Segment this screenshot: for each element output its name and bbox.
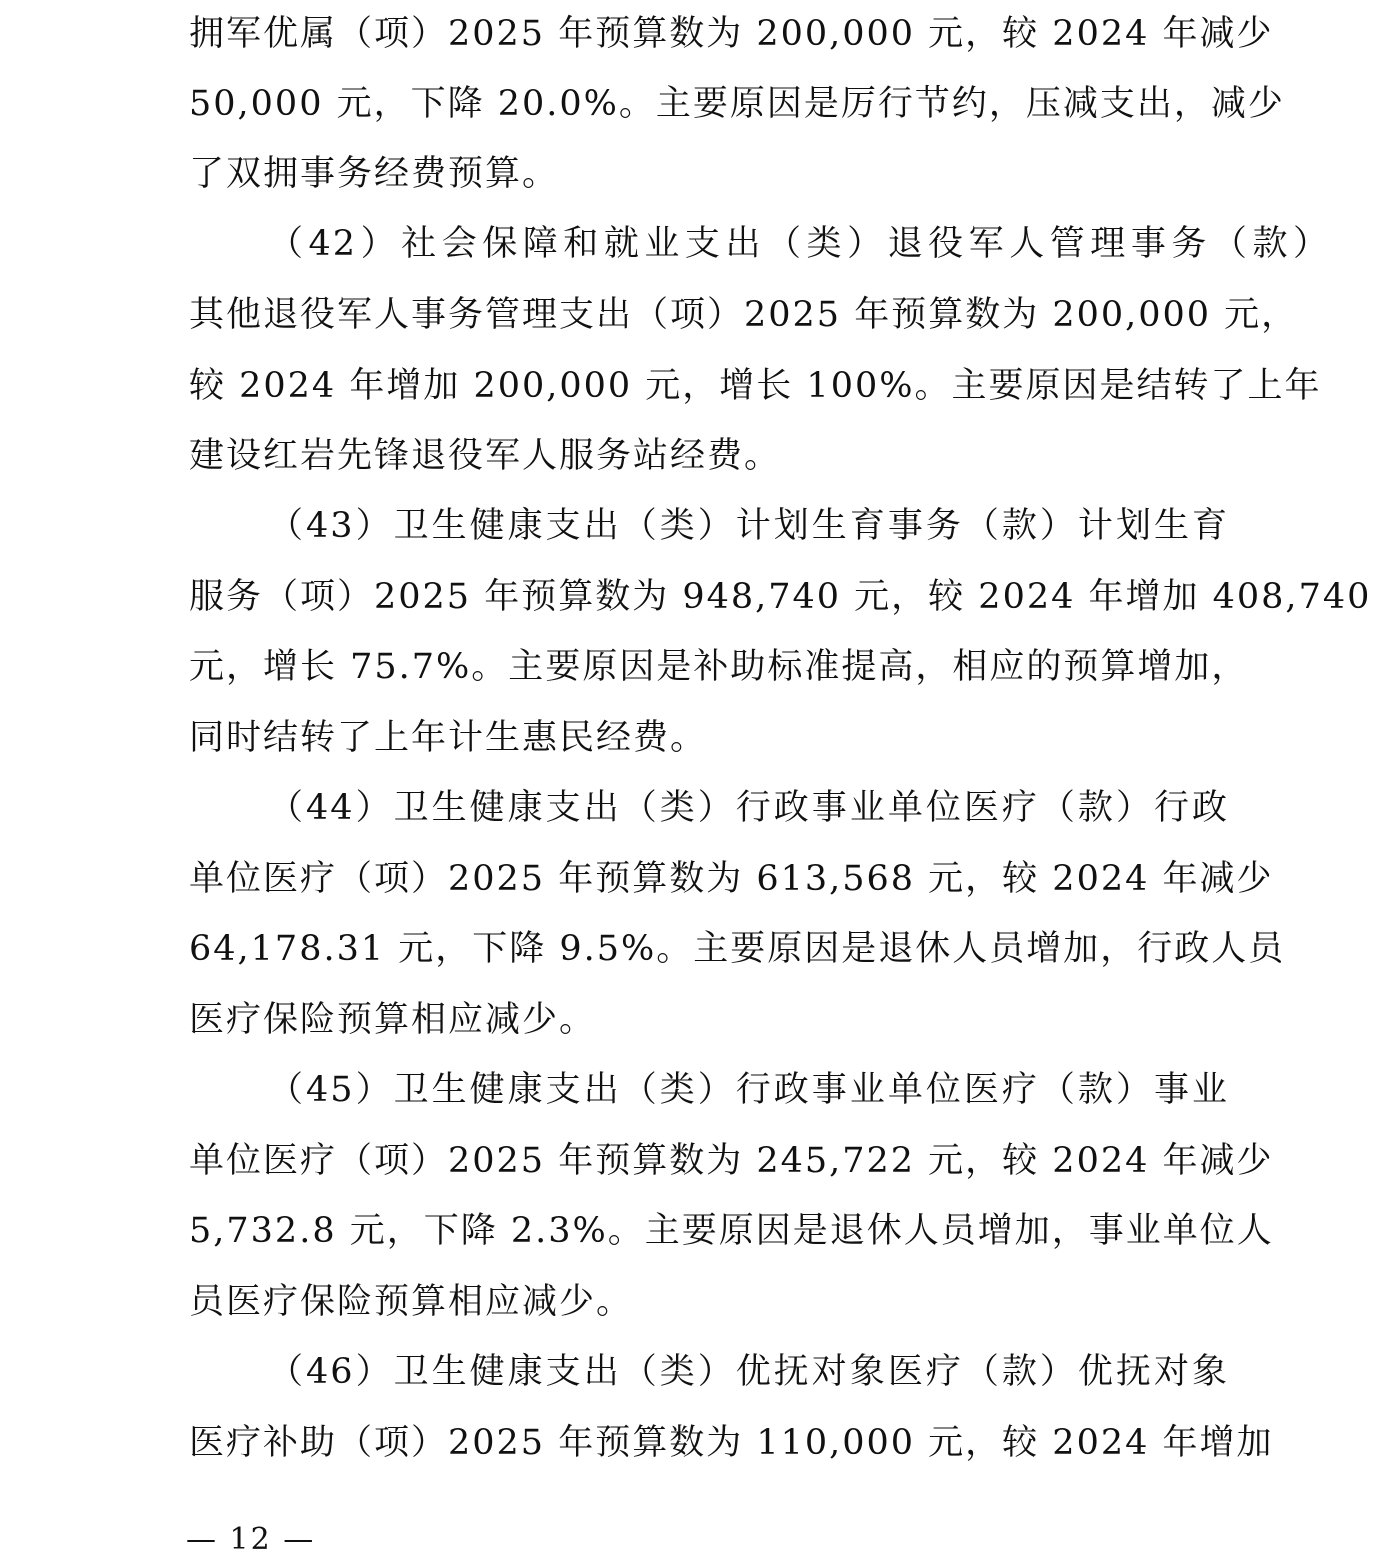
text-line: 单位医疗（项）2025 年预算数为 245,722 元，较 2024 年减少 <box>189 1141 1274 1181</box>
text-line: 拥军优属（项）2025 年预算数为 200,000 元，较 2024 年减少 <box>189 14 1274 54</box>
paragraph-42-first-line: （42）社会保障和就业支出（类）退役军人管理事务（款） <box>268 224 1330 264</box>
text-line: 同时结转了上年计生惠民经费。 <box>189 718 708 758</box>
text-line: 了双拥事务经费预算。 <box>189 154 560 194</box>
text-line: 医疗保险预算相应减少。 <box>189 1000 597 1040</box>
paragraph-43-first-line: （43）卫生健康支出（类）计划生育事务（款）计划生育 <box>268 506 1229 546</box>
page-number: — 12 — <box>186 1522 316 1557</box>
text-line: 50,000 元，下降 20.0%。主要原因是厉行节约，压减支出，减少 <box>189 84 1285 124</box>
paragraph-44-first-line: （44）卫生健康支出（类）行政事业单位医疗（款）行政 <box>268 788 1229 828</box>
text-line: 其他退役军人事务管理支出（项）2025 年预算数为 200,000 元， <box>189 295 1299 335</box>
text-line: 服务（项）2025 年预算数为 948,740 元，较 2024 年增加 408,740 <box>189 577 1372 617</box>
paragraph-46-first-line: （46）卫生健康支出（类）优抚对象医疗（款）优抚对象 <box>268 1352 1229 1392</box>
text-line: 较 2024 年增加 200,000 元，增长 100%。主要原因是结转了上年 <box>189 366 1322 406</box>
text-line: 建设红岩先锋退役军人服务站经费。 <box>189 436 782 476</box>
paragraph-45-first-line: （45）卫生健康支出（类）行政事业单位医疗（款）事业 <box>268 1070 1229 1110</box>
text-line: 员医疗保险预算相应减少。 <box>189 1282 634 1322</box>
text-line: 5,732.8 元，下降 2.3%。主要原因是退休人员增加，事业单位人 <box>189 1211 1274 1251</box>
text-line: 64,178.31 元，下降 9.5%。主要原因是退休人员增加，行政人员 <box>189 929 1286 969</box>
text-line: 单位医疗（项）2025 年预算数为 613,568 元，较 2024 年减少 <box>189 859 1274 899</box>
text-line: 医疗补助（项）2025 年预算数为 110,000 元，较 2024 年增加 <box>189 1423 1274 1463</box>
text-line: 元，增长 75.7%。主要原因是补助标准提高，相应的预算增加， <box>189 647 1249 687</box>
